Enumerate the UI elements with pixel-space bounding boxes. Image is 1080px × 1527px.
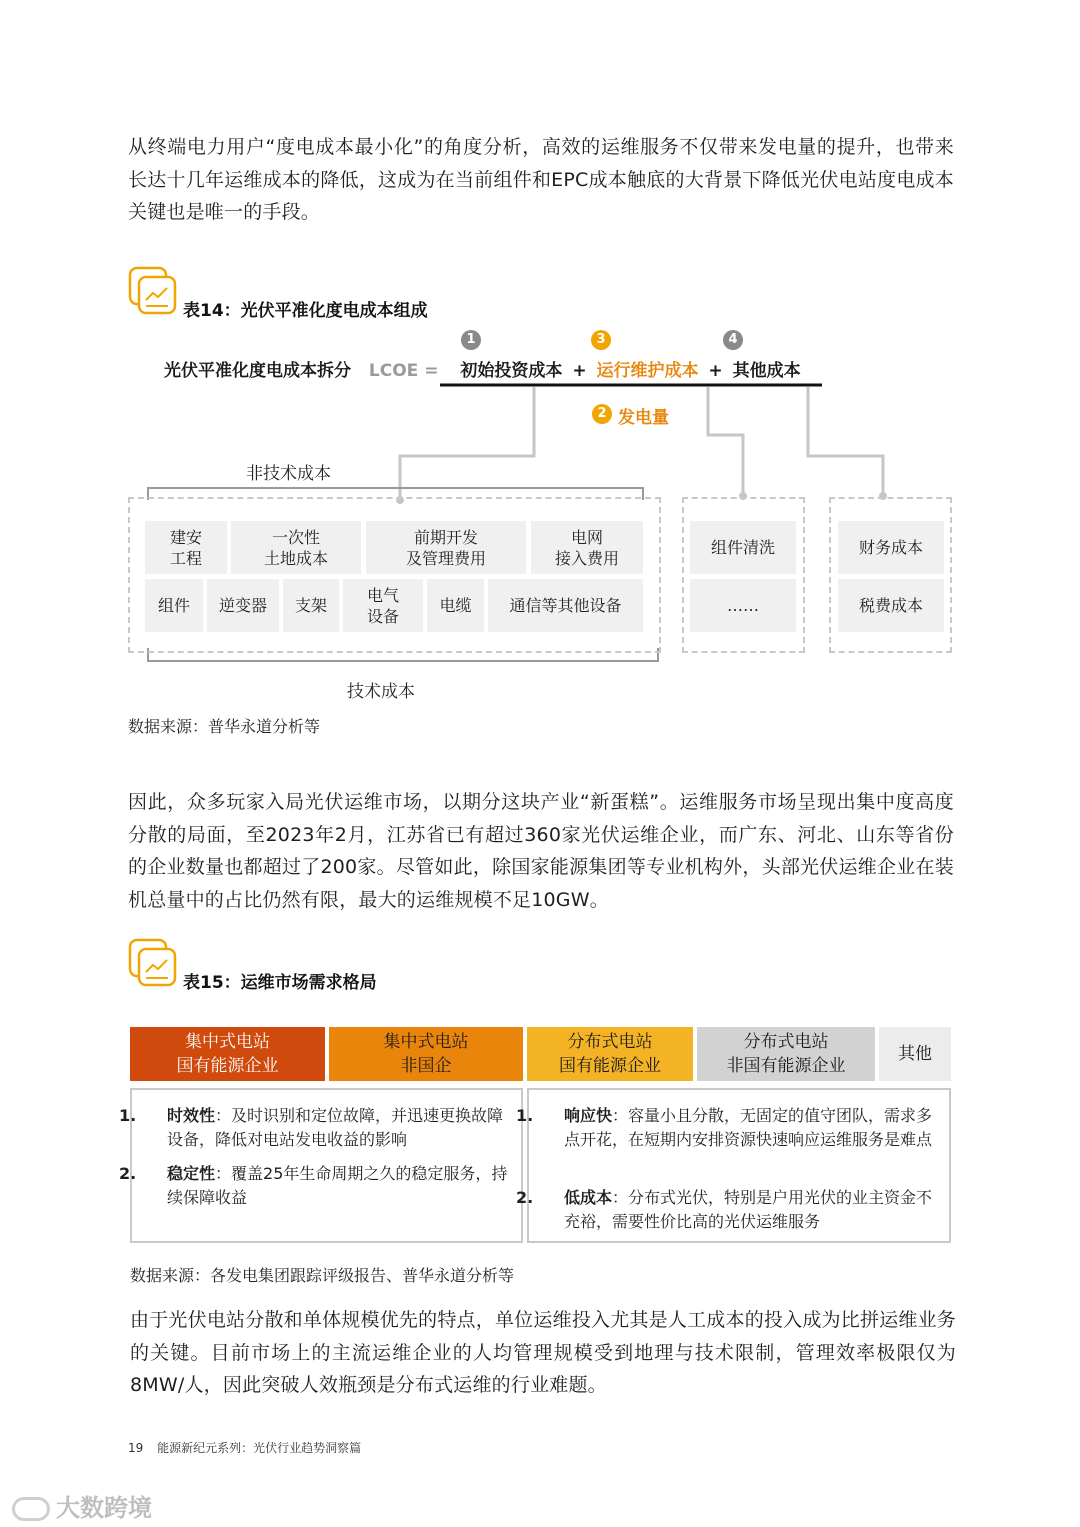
- page-number: 19: [128, 1441, 144, 1455]
- table14-source: 数据来源：普华永道分析等: [128, 717, 321, 736]
- cost-item: 前期开发 及管理费用: [366, 521, 526, 574]
- final-paragraph: 由于光伏电站分散和单体规模优先的特点，单位运维投入尤其是人工成本的投入成为比拼运维业务的关键。目前市场上的主流运维企业的人均管理规模受到地理与技术限制，管理效率极限仅为8MW/人，因此突破人效瓶颈是分布式运维的行业难题。: [130, 1309, 956, 1396]
- lcoe-eq: LCOE =: [368, 361, 439, 381]
- om-item: 组件清洗: [690, 521, 796, 574]
- point-key: 时效性: [167, 1106, 216, 1125]
- point-number: 2.: [119, 1164, 137, 1183]
- table14-caption: 表14：光伏平准化度电成本组成: [183, 301, 428, 321]
- cost-item: 组件: [145, 579, 203, 632]
- number-badge-3: 3: [591, 330, 611, 350]
- term-om-cost: 运行维护成本: [596, 361, 699, 381]
- cost-item: 电网 接入费用: [531, 521, 643, 574]
- point-text: ：覆盖25年生命周期之久的稳定服务，持续保障收益: [167, 1164, 508, 1207]
- number-badge-4: 4: [723, 330, 743, 350]
- denominator-generation: 发电量: [618, 408, 669, 428]
- header-distributed-private: [697, 1027, 875, 1081]
- watermark: [12, 1488, 152, 1523]
- cost-item: 电缆: [427, 579, 484, 632]
- table15-caption: 表15：运维市场需求格局: [183, 973, 377, 993]
- header-central-private: [329, 1027, 523, 1081]
- cost-item: 通信等其他设备: [488, 579, 643, 632]
- point-text: ：分布式光伏，特别是户用光伏的业主资金不充裕，需要性价比高的光伏运维服务: [564, 1188, 933, 1231]
- header-line: 国有能源企业: [559, 1056, 661, 1076]
- header-line: 集中式电站: [383, 1032, 469, 1052]
- watermark-text: 大数跨境: [56, 1494, 152, 1522]
- point-number: 2.: [516, 1188, 534, 1207]
- non-tech-cost-label: 非技术成本: [246, 464, 331, 484]
- cost-item: 一次性 土地成本: [231, 521, 361, 574]
- header-line: 分布式电站: [567, 1032, 653, 1052]
- header-line: 集中式电站: [185, 1032, 270, 1052]
- plus-sign: +: [708, 361, 723, 381]
- requirement-point: [516, 1186, 942, 1234]
- header-line: 非国企: [400, 1056, 452, 1076]
- watermark-logo-icon: [12, 1497, 50, 1521]
- table-icon: [128, 938, 178, 988]
- term-initial-investment: 初始投资成本: [460, 361, 563, 381]
- number-badge-1: 1: [461, 330, 481, 350]
- footer-title: 能源新纪元系列：光伏行业趋势洞察篇: [157, 1441, 362, 1455]
- header-line: 非国有能源企业: [726, 1056, 846, 1076]
- header-line: 其他: [898, 1044, 932, 1064]
- lcoe-label: 光伏平准化度电成本拆分: [164, 361, 351, 381]
- point-key: 低成本: [564, 1188, 613, 1207]
- table15-source: 数据来源：各发电集团跟踪评级报告、普华永道分析等: [130, 1266, 515, 1285]
- header-distributed-state: [527, 1027, 693, 1081]
- other-cost-item: 税费成本: [838, 579, 944, 632]
- cost-item: 电气 设备: [343, 579, 423, 632]
- number-badge-2: 2: [592, 404, 612, 424]
- intro-paragraph: 从终端电力用户“度电成本最小化”的角度分析，高效的运维服务不仅带来发电量的提升，也带来长达十几年运维成本的降低，这成为在当前组件和EPC成本触底的大背景下降低光伏电站度电成本关键也是唯一的手段。: [128, 136, 954, 223]
- om-item: ……: [690, 579, 796, 632]
- other-cost-item: 财务成本: [838, 521, 944, 574]
- point-number: 1.: [516, 1106, 534, 1125]
- cost-item: 支架: [283, 579, 339, 632]
- cost-item: 建安 工程: [145, 521, 227, 574]
- header-line: 国有能源企业: [176, 1056, 279, 1076]
- header-central-state: [130, 1027, 325, 1081]
- page-footer: [128, 1439, 361, 1456]
- header-other: [879, 1027, 951, 1081]
- header-line: 分布式电站: [743, 1032, 829, 1052]
- lcoe-formula: [164, 356, 801, 381]
- point-key: 响应快: [564, 1106, 613, 1125]
- tech-cost-label: 技术成本: [347, 682, 415, 702]
- requirement-point: [516, 1104, 942, 1152]
- point-text: ：及时识别和定位故障，并迅速更换故障设备，降低对电站发电收益的影响: [167, 1106, 504, 1149]
- point-number: 1.: [119, 1106, 137, 1125]
- point-text: ：容量小且分散，无固定的值守团队，需求多点开花，在短期内安排资源快速响应运维服务是难点: [564, 1106, 933, 1149]
- term-other-cost: 其他成本: [732, 361, 801, 381]
- requirement-point: [119, 1104, 515, 1152]
- requirement-point: [119, 1162, 515, 1210]
- plus-sign: +: [572, 361, 587, 381]
- table-icon: [128, 266, 178, 316]
- point-key: 稳定性: [167, 1164, 216, 1183]
- cost-item: 逆变器: [207, 579, 279, 632]
- middle-paragraph: 因此，众多玩家入局光伏运维市场，以期分这块产业“新蛋糕”。运维服务市场呈现出集中度高度分散的局面，至2023年2月，江苏省已有超过360家光伏运维企业，而广东、河北、山东等省份的企业数量也都超过了200家。尽管如此，除国家能源集团等专业机构外，头部光伏运维企业在装机总量中的占比仍然有限，最大的运维规模不足10GW。: [128, 791, 954, 911]
